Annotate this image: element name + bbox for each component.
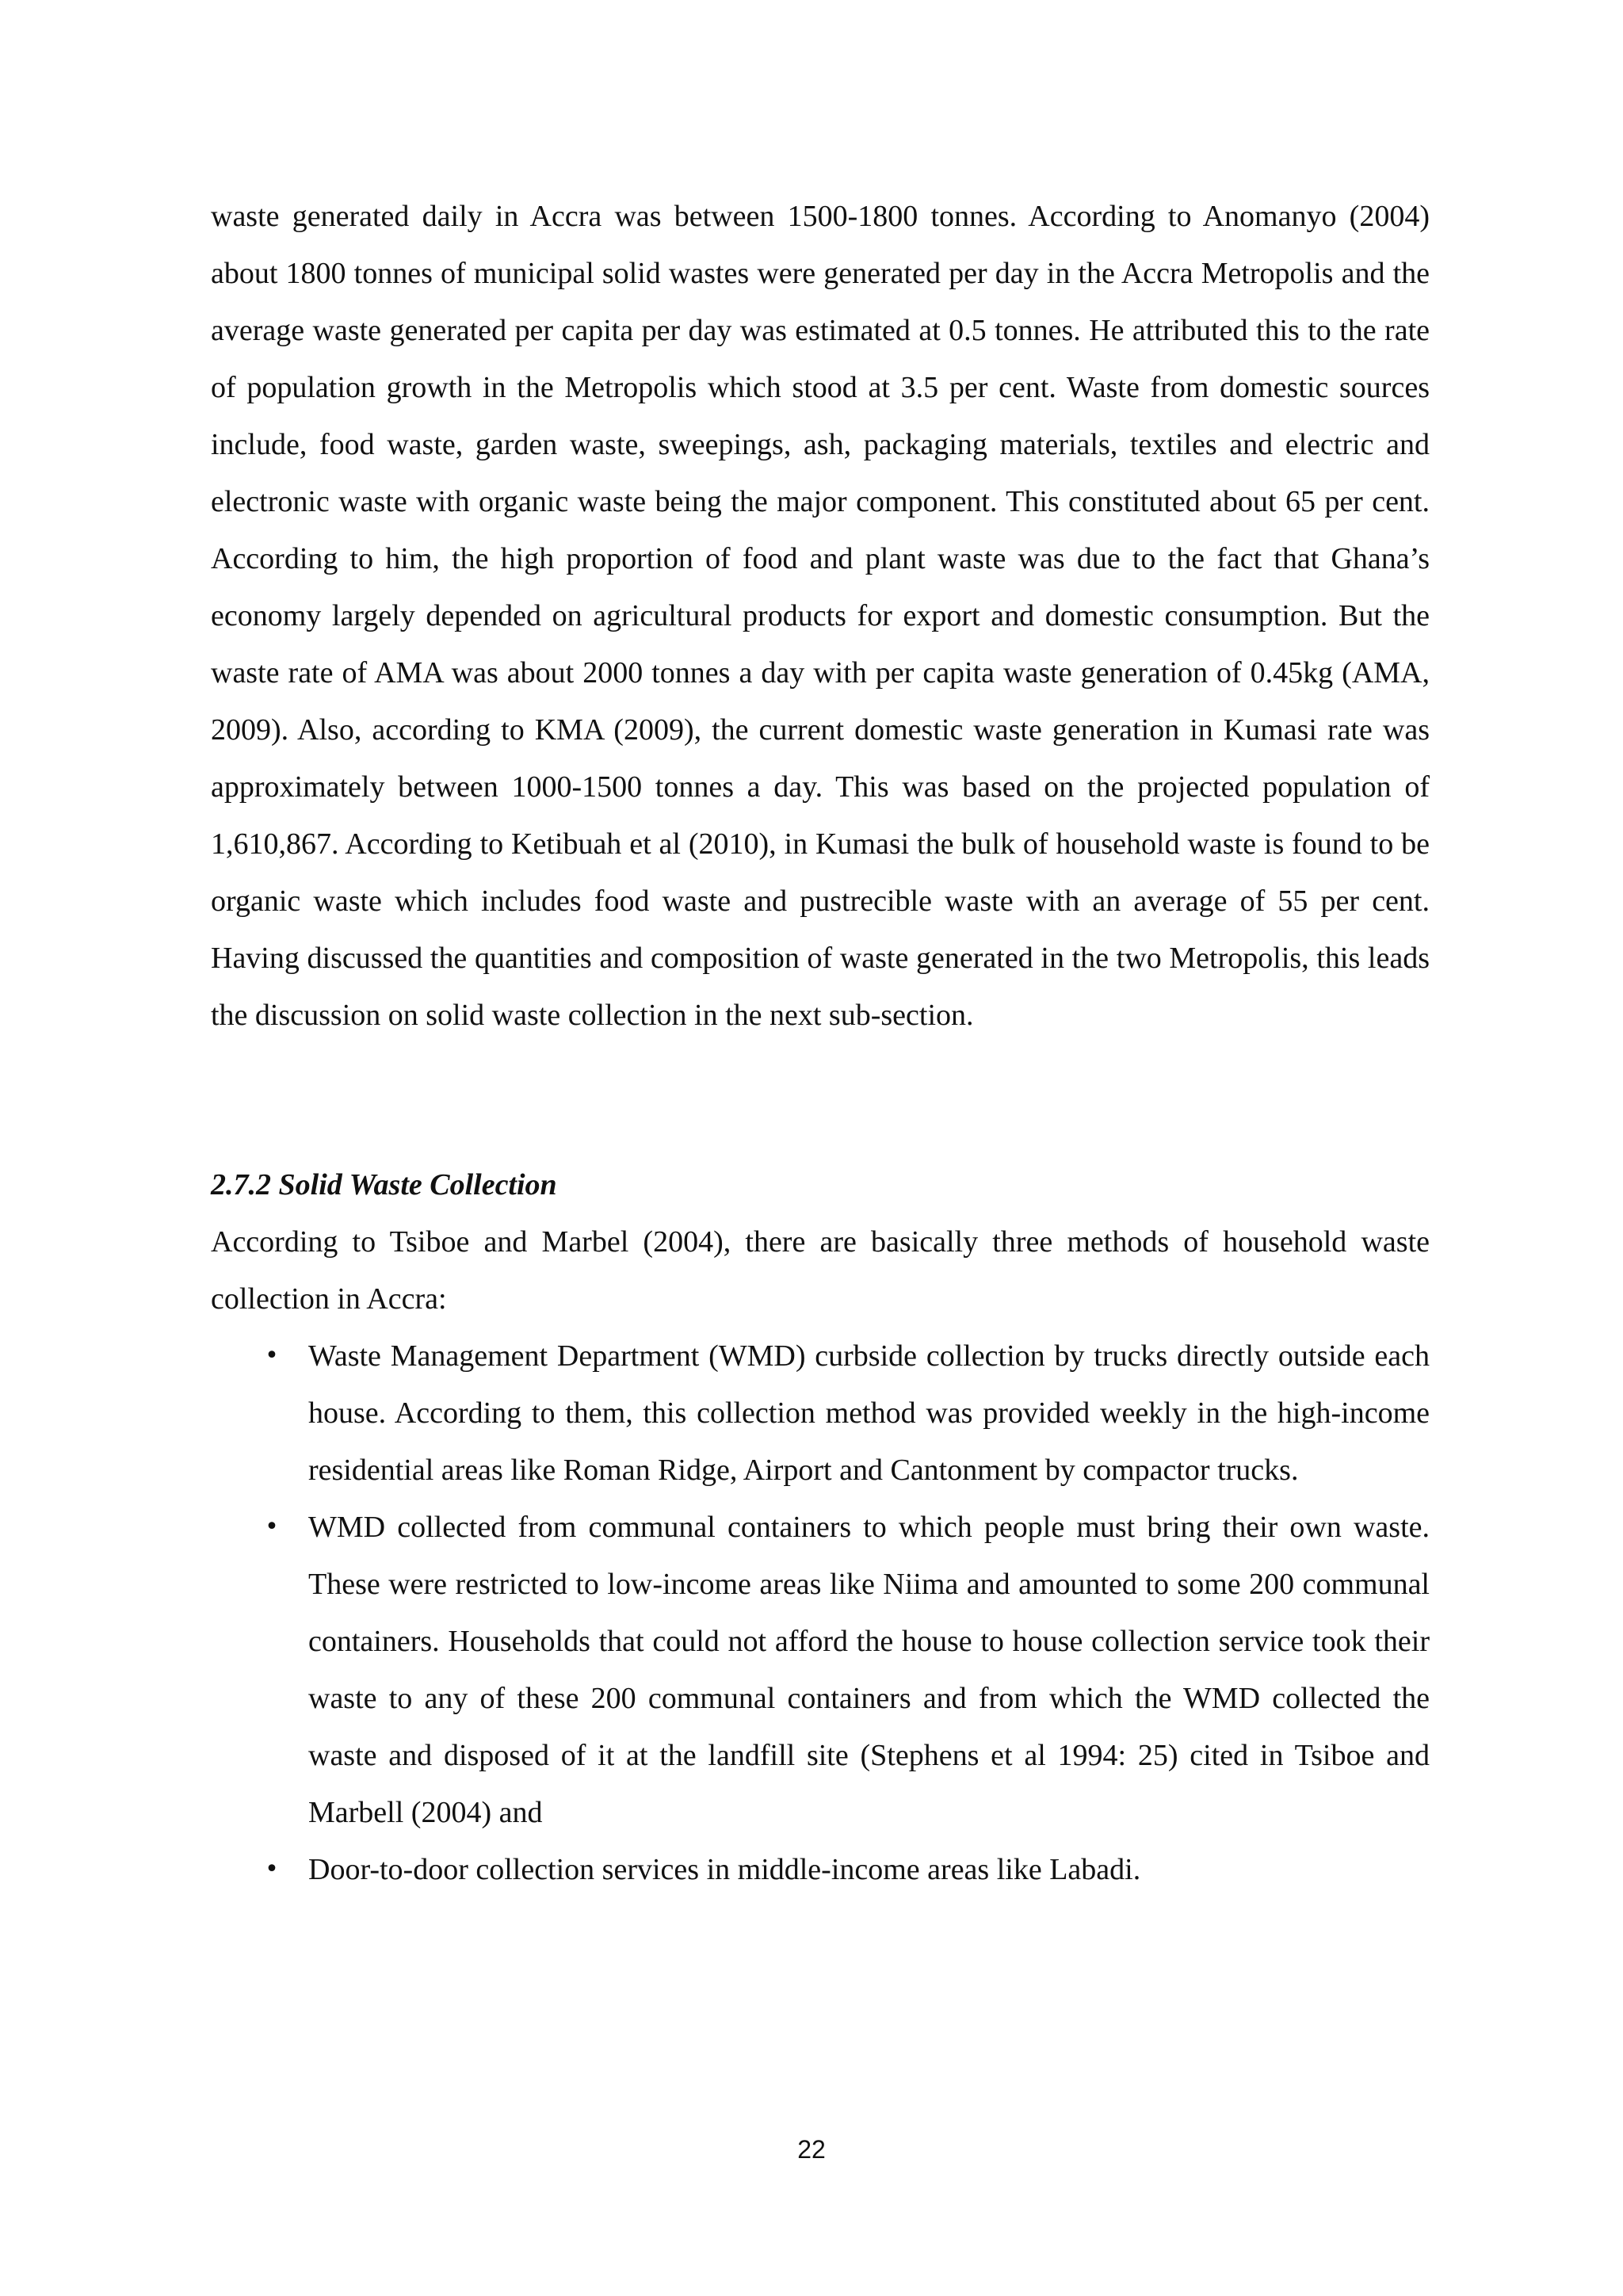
list-item bbox=[211, 1499, 1430, 1841]
page-number: 22 bbox=[797, 2135, 826, 2164]
paragraph-collection-intro: According to Tsiboe and Marbel (2004), there are basically three methods of household waste collection in Accra: bbox=[211, 1225, 1430, 1316]
list-item-text: Door-to-door collection services in middle-income areas like Labadi. bbox=[308, 1853, 1141, 1886]
bullet-icon: • bbox=[265, 1342, 279, 1370]
list-item bbox=[211, 1841, 1430, 1898]
list-item-text: Waste Management Department (WMD) curbside collection by trucks directly outside each house. According to them, this collection method was provided weekly in the high-income residential areas like Roman Ridge, Airport and Cantonment by compactor trucks. bbox=[308, 1339, 1430, 1487]
list-item-text: WMD collected from communal containers to which people must bring their own waste. These were restricted to low-income areas like Niima and amounted to some 200 communal containers. Households that could not afford the house to house collection service took their waste to any of these 200 communal containers and from which the WMD collected the waste and disposed of it at the landfill site (Stephens et al 1994: 25) cited in Tsiboe and Marbell (2004) and bbox=[308, 1511, 1430, 1829]
section-heading: 2.7.2 Solid Waste Collection bbox=[211, 1168, 557, 1201]
paragraph-waste-generation: waste generated daily in Accra was between 1500-1800 tonnes. According to Anomanyo (2004) about 1800 tonnes of municipal solid wastes were generated per day in the Accra Metropolis and the average waste generated per capita per day was estimated at 0.5 tonnes. He attributed this to the rate of population growth in the Metropolis which stood at 3.5 per cent. Waste from domestic sources include, food waste, garden waste, sweepings, ash, packaging materials, textiles and electric and electronic waste with organic waste being the major component. This constituted about 65 per cent. According to him, the high proportion of food and plant waste was due to the fact that Ghana’s economy largely depended on agricultural products for export and domestic consumption. But the waste rate of AMA was about 2000 tonnes a day with per capita waste generation of 0.45kg (AMA, 2009). Also, according to KMA (2009), the current domestic waste generation in Kumasi rate was approximately between 1000-1500 tonnes a day. This was based on the projected population of 1,610,867. According to Ketibuah et al (2010), in Kumasi the bulk of household waste is found to be organic waste which includes food waste and pustrecible waste with an average of 55 per cent. Having discussed the quantities and composition of waste generated in the two Metropolis, this leads the discussion on solid waste collection in the next sub-section. bbox=[211, 200, 1430, 1032]
collection-methods-list bbox=[211, 1328, 1430, 1898]
bullet-icon: • bbox=[265, 1855, 279, 1883]
list-item bbox=[211, 1328, 1430, 1499]
bullet-icon: • bbox=[265, 1513, 279, 1541]
